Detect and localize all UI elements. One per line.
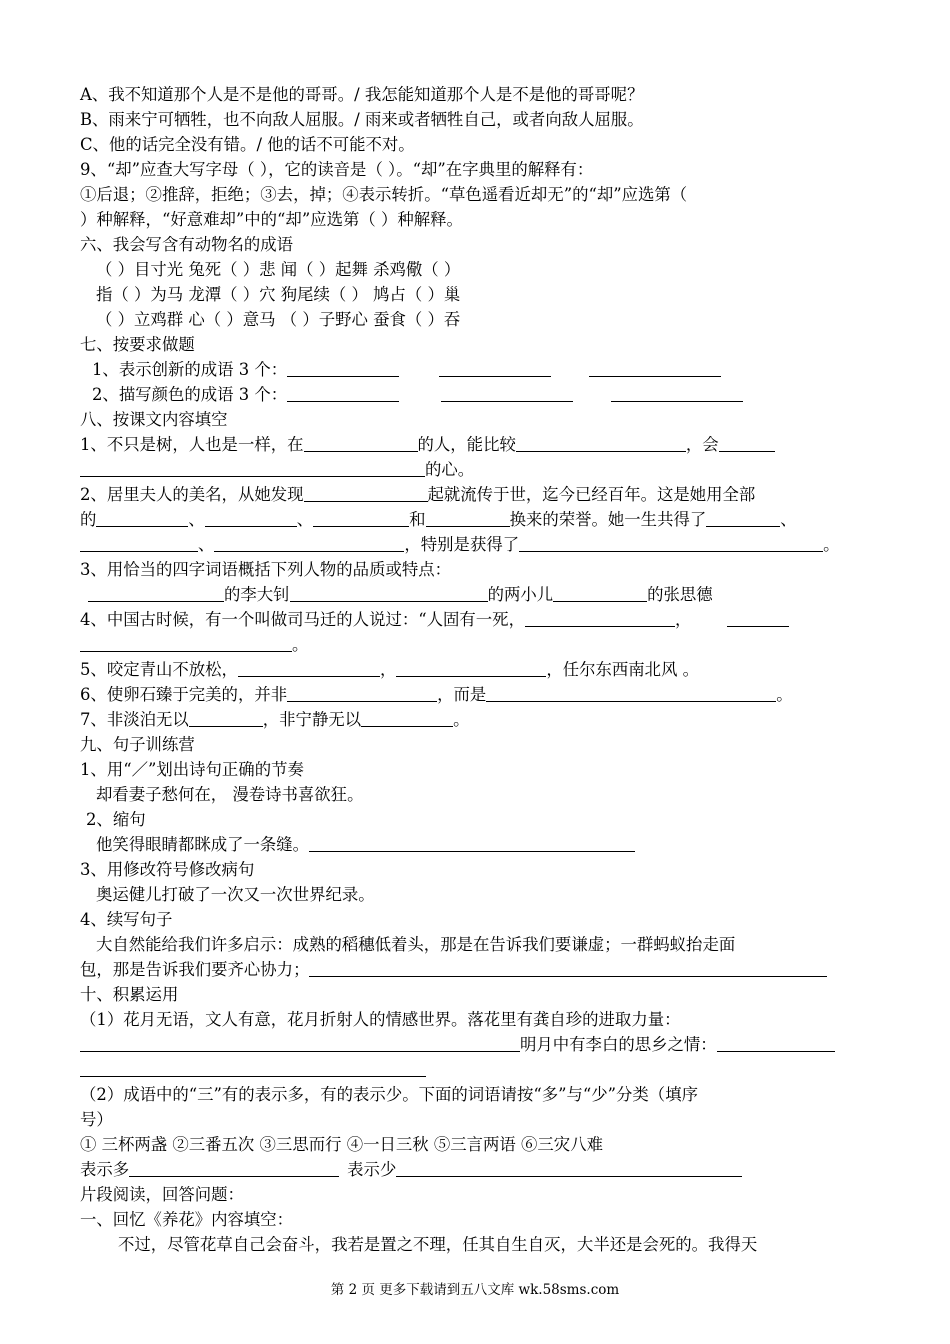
text: 的 — [80, 510, 97, 529]
answer-blank[interactable] — [129, 1160, 339, 1177]
task-10-2-options: ① 三杯两盏 ②三番五次 ③三思而行 ④一日三秋 ⑤三言两语 ⑥三灾八难 — [80, 1135, 603, 1154]
task-9-3: 3、用修改符号修改病句 — [80, 860, 255, 879]
text: 5、咬定青山不放松， — [80, 660, 238, 679]
worksheet-page — [80, 82, 870, 1257]
answer-blank[interactable] — [290, 585, 488, 602]
text: ，会 — [685, 435, 719, 454]
answer-blank[interactable] — [519, 535, 823, 552]
text: 起就流传于世，迄今已经百年。这是她用全部 — [427, 485, 756, 504]
answer-blank[interactable] — [486, 685, 776, 702]
text: 包，那是告诉我们要齐心协力； — [80, 960, 310, 979]
idiom-row-3: （ ）立鸡群 心（ ）意马 （ ）子野心 蚕食（ ）吞 — [96, 310, 461, 329]
answer-blank[interactable] — [426, 510, 510, 527]
text: 6、使卵石臻于完美的，并非 — [80, 685, 288, 704]
fill-8-5 — [80, 657, 870, 682]
task-10-1-line3 — [80, 1057, 870, 1082]
answer-blank[interactable] — [309, 960, 827, 977]
text: 的两小儿 — [487, 585, 554, 604]
task-10-2-line2: 号） — [80, 1110, 113, 1129]
fill-8-1-line1 — [80, 432, 870, 457]
text: 。 — [453, 710, 470, 729]
answer-blank[interactable] — [441, 385, 573, 402]
text: 2、居里夫人的美名，从她发现 — [80, 485, 304, 504]
text: ， — [674, 610, 692, 629]
section-7-heading: 七、按要求做题 — [80, 335, 195, 354]
reading-subheading: 一、回忆《养花》内容填空： — [80, 1210, 294, 1229]
section-6-heading: 六、我会写含有动物名的成语 — [80, 235, 294, 254]
text: 、 — [188, 510, 205, 529]
text: 。 — [823, 535, 840, 554]
reading-heading: 片段阅读，回答问题： — [80, 1185, 244, 1204]
answer-blank[interactable] — [525, 610, 675, 627]
answer-blank[interactable] — [287, 385, 399, 402]
fill-8-2-line3 — [80, 532, 870, 557]
answer-blank[interactable] — [396, 660, 546, 677]
question-9-line1: 9、“却”应查大写字母（ ），它的读音是（ ）。“却”在字典里的解释有： — [80, 160, 594, 179]
text: 的张思德 — [647, 585, 713, 604]
text: 的人，能比较 — [417, 435, 516, 454]
answer-blank[interactable] — [80, 460, 425, 477]
task-10-2-line1: （2）成语中的“三”有的表示多，有的表示少。下面的词语请按“多”与“少”分类（填序 — [80, 1085, 698, 1104]
answer-blank[interactable] — [727, 610, 789, 627]
fill-8-6 — [80, 682, 870, 707]
question-9-line3: ）种解释，“好意难却”中的“却”应选第（ ）种解释。 — [80, 210, 463, 229]
section-8-heading: 八、按课文内容填空 — [80, 410, 228, 429]
answer-blank[interactable] — [304, 485, 428, 502]
answer-blank[interactable] — [96, 510, 188, 527]
text: 的心。 — [425, 460, 475, 479]
fill-8-4-line1 — [80, 607, 870, 632]
answer-blank[interactable] — [516, 435, 686, 452]
task-9-4-line2 — [80, 957, 870, 982]
answer-blank[interactable] — [214, 535, 404, 552]
answer-blank[interactable] — [589, 360, 721, 377]
fill-8-3-answers — [80, 582, 870, 607]
answer-blank[interactable] — [80, 535, 198, 552]
text: 换来的荣誉。她一生共得了 — [509, 510, 707, 529]
fill-8-1-line2 — [80, 457, 870, 482]
answer-blank[interactable] — [309, 835, 635, 852]
task-9-1-poem: 却看妻子愁何在， 漫卷诗书喜欲狂。 — [96, 785, 364, 804]
answer-blank[interactable] — [287, 685, 437, 702]
answer-blank[interactable] — [313, 510, 409, 527]
text: 、 — [780, 510, 797, 529]
option-c: C、他的话完全没有错。/ 他的话不可能不对。 — [80, 135, 415, 154]
fill-8-4-line2 — [80, 632, 870, 657]
reading-passage: 不过，尽管花草自己会奋斗，我若是置之不理，任其自生自灭，大半还是会死的。我得天 — [118, 1235, 758, 1254]
text: ， — [379, 660, 397, 679]
answer-blank[interactable] — [205, 510, 297, 527]
text: ，任尔东西南北风 。 — [546, 660, 700, 679]
text: 的李大钊 — [224, 585, 290, 604]
text: 4、中国古时候，有一个叫做司马迁的人说过：“人固有一死， — [80, 610, 525, 629]
text: ，特别是获得了 — [404, 535, 520, 554]
answer-blank[interactable] — [287, 360, 399, 377]
task-7-1-label: 1、表示创新的成语 3 个： — [92, 360, 288, 379]
text: 、 — [198, 535, 215, 554]
text: ，非宁静无以 — [262, 710, 362, 729]
text: 和 — [409, 510, 426, 529]
fill-8-2-line2 — [80, 507, 870, 532]
answer-blank[interactable] — [719, 435, 775, 452]
task-10-2-answers — [80, 1157, 870, 1182]
answer-blank[interactable] — [439, 360, 551, 377]
task-7-2 — [80, 382, 870, 407]
answer-blank[interactable] — [304, 435, 418, 452]
task-9-4-line1: 大自然能给我们许多启示：成熟的稻穗低着头，那是在告诉我们要谦虚；一群蚂蚁抬走面 — [96, 935, 736, 954]
question-9-line2: ①后退；②推辞，拒绝；③去，掉；④表示转折。“草色遥看近却无”的“却”应选第（ — [80, 185, 688, 204]
text: 。 — [776, 685, 793, 704]
text: 7、非淡泊无以 — [80, 710, 189, 729]
text: 。 — [292, 635, 309, 654]
answer-blank[interactable] — [80, 1060, 426, 1077]
section-10-heading: 十、积累运用 — [80, 985, 179, 1004]
task-7-1 — [80, 357, 870, 382]
answer-blank[interactable] — [361, 710, 453, 727]
task-9-2: 2、缩句 — [86, 810, 146, 829]
answer-blank[interactable] — [717, 1035, 835, 1052]
idiom-row-2: 指（ ）为马 龙潭（ ）穴 狗尾续（ ） 鸠占（ ）巢 — [96, 285, 461, 304]
answer-blank[interactable] — [706, 510, 780, 527]
task-10-1-line1: （1）花月无语，文人有意，花月折射人的情感世界。落花里有龚自珍的进取力量： — [80, 1010, 681, 1029]
answer-blank[interactable] — [80, 1035, 520, 1052]
section-9-heading: 九、句子训练营 — [80, 735, 195, 754]
answer-blank[interactable] — [611, 385, 743, 402]
task-9-1: 1、用“／”划出诗句正确的节奏 — [80, 760, 304, 779]
answer-blank[interactable] — [189, 710, 263, 727]
answer-blank[interactable] — [396, 1160, 742, 1177]
text: ，而是 — [437, 685, 487, 704]
task-9-3-sentence: 奥运健儿打破了一次又一次世界纪录。 — [96, 885, 375, 904]
text: 、 — [296, 510, 314, 529]
fill-8-7 — [80, 707, 870, 732]
text: 表示少 — [347, 1160, 397, 1179]
answer-blank[interactable] — [80, 635, 292, 652]
option-b: B、雨来宁可牺牲，也不向敌人屈服。/ 雨来或者牺牲自己，或者向敌人屈服。 — [80, 110, 644, 129]
text: 明月中有李白的思乡之情： — [520, 1035, 717, 1054]
answer-blank[interactable] — [88, 585, 224, 602]
option-a: A、我不知道那个人是不是他的哥哥。/ 我怎能知道那个人是不是他的哥哥呢？ — [80, 85, 644, 104]
idiom-row-1: （ ）目寸光 兔死（ ）悲 闻（ ）起舞 杀鸡儆（ ） — [96, 260, 461, 279]
text: 1、不只是树，人也是一样，在 — [80, 435, 304, 454]
task-10-1-line2 — [80, 1032, 870, 1057]
task-9-4: 4、续写句子 — [80, 910, 173, 929]
task-7-2-label: 2、描写颜色的成语 3 个： — [92, 385, 288, 404]
answer-blank[interactable] — [238, 660, 380, 677]
text: 他笑得眼睛都眯成了一条缝。 — [96, 835, 310, 854]
fill-8-3-prompt: 3、用恰当的四字词语概括下列人物的品质或特点： — [80, 560, 452, 579]
text: 表示多 — [80, 1160, 130, 1179]
answer-blank[interactable] — [553, 585, 647, 602]
page-footer: 第 2 页 更多下载请到五八文库 wk.58sms.com — [330, 1282, 620, 1298]
task-9-2-sentence — [80, 832, 870, 857]
fill-8-2-line1 — [80, 482, 870, 507]
